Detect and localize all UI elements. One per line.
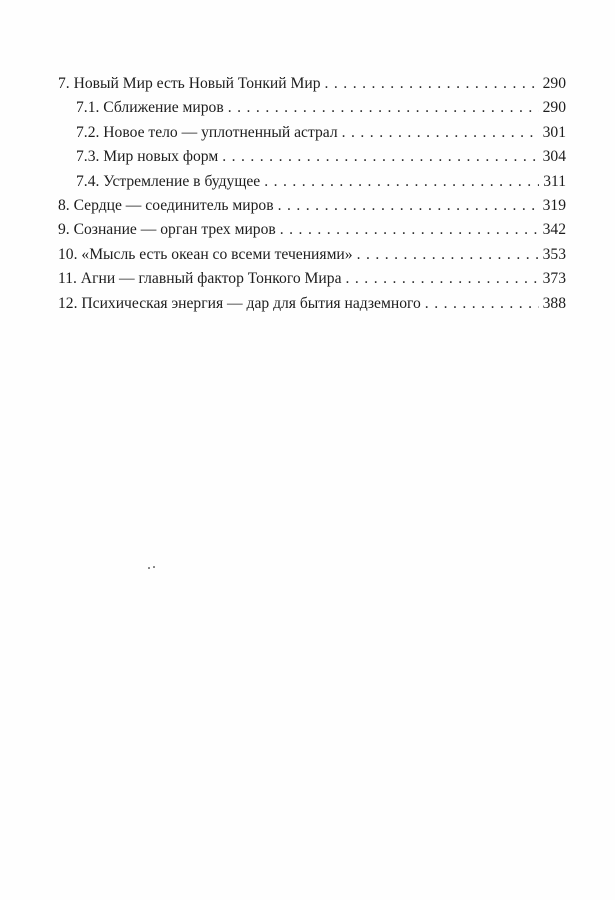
toc-page-number: 304 [542,148,566,166]
toc-entry-title: 7.2. Новое тело — уплотненный астрал [76,123,338,141]
toc-page-number: 311 [543,172,566,190]
toc-dot-leader [346,267,539,291]
toc-entry-7-1 [58,96,566,120]
toc-entry-10 [58,243,566,267]
toc-entry-7-2 [58,121,566,145]
toc-page-number: 388 [542,294,566,312]
table-of-contents [58,72,566,316]
toc-page-number: 373 [542,270,566,288]
toc-page-number: 301 [542,123,566,141]
paper-specks [148,566,156,569]
toc-entry-12 [58,292,566,316]
toc-dot-leader [278,194,539,218]
toc-entry-title: 7.1. Сближение миров [76,99,224,117]
toc-dot-leader [425,292,539,316]
toc-entry-8 [58,194,566,218]
toc-page-number: 353 [542,245,566,263]
toc-dot-leader [325,72,539,96]
toc-page-number: 319 [542,196,566,214]
toc-entry-title: 11. Агни — главный фактор Тонкого Мира [58,270,342,288]
toc-entry-7 [58,72,566,96]
toc-entry-title: 12. Психическая энергия — дар для бытия надземного [58,294,421,312]
toc-entry-title: 7.4. Устремление в будущее [76,172,261,190]
toc-page-number: 290 [542,75,566,92]
toc-dot-leader [228,96,539,120]
toc-dot-leader [280,218,539,242]
toc-entry-11 [58,267,566,291]
toc-entry-title: 7. Новый Мир есть Новый Тонкий Мир [58,75,321,92]
toc-entry-title: 7.3. Мир новых форм [76,148,219,166]
toc-entry-7-4 [58,170,566,194]
toc-entry-title: 8. Сердце — соединитель миров [58,196,274,214]
toc-entry-9 [58,218,566,242]
toc-dot-leader [264,170,539,194]
toc-entry-title: 10. «Мысль есть океан со всеми течениями» [58,245,353,263]
toc-entry-7-3 [58,145,566,169]
toc-dot-leader [222,145,538,169]
toc-page-number: 290 [542,99,566,117]
toc-dot-leader [342,121,539,145]
toc-entry-title: 9. Сознание — орган трех миров [58,221,276,239]
toc-page-number: 342 [542,221,566,239]
toc-dot-leader [357,243,539,267]
